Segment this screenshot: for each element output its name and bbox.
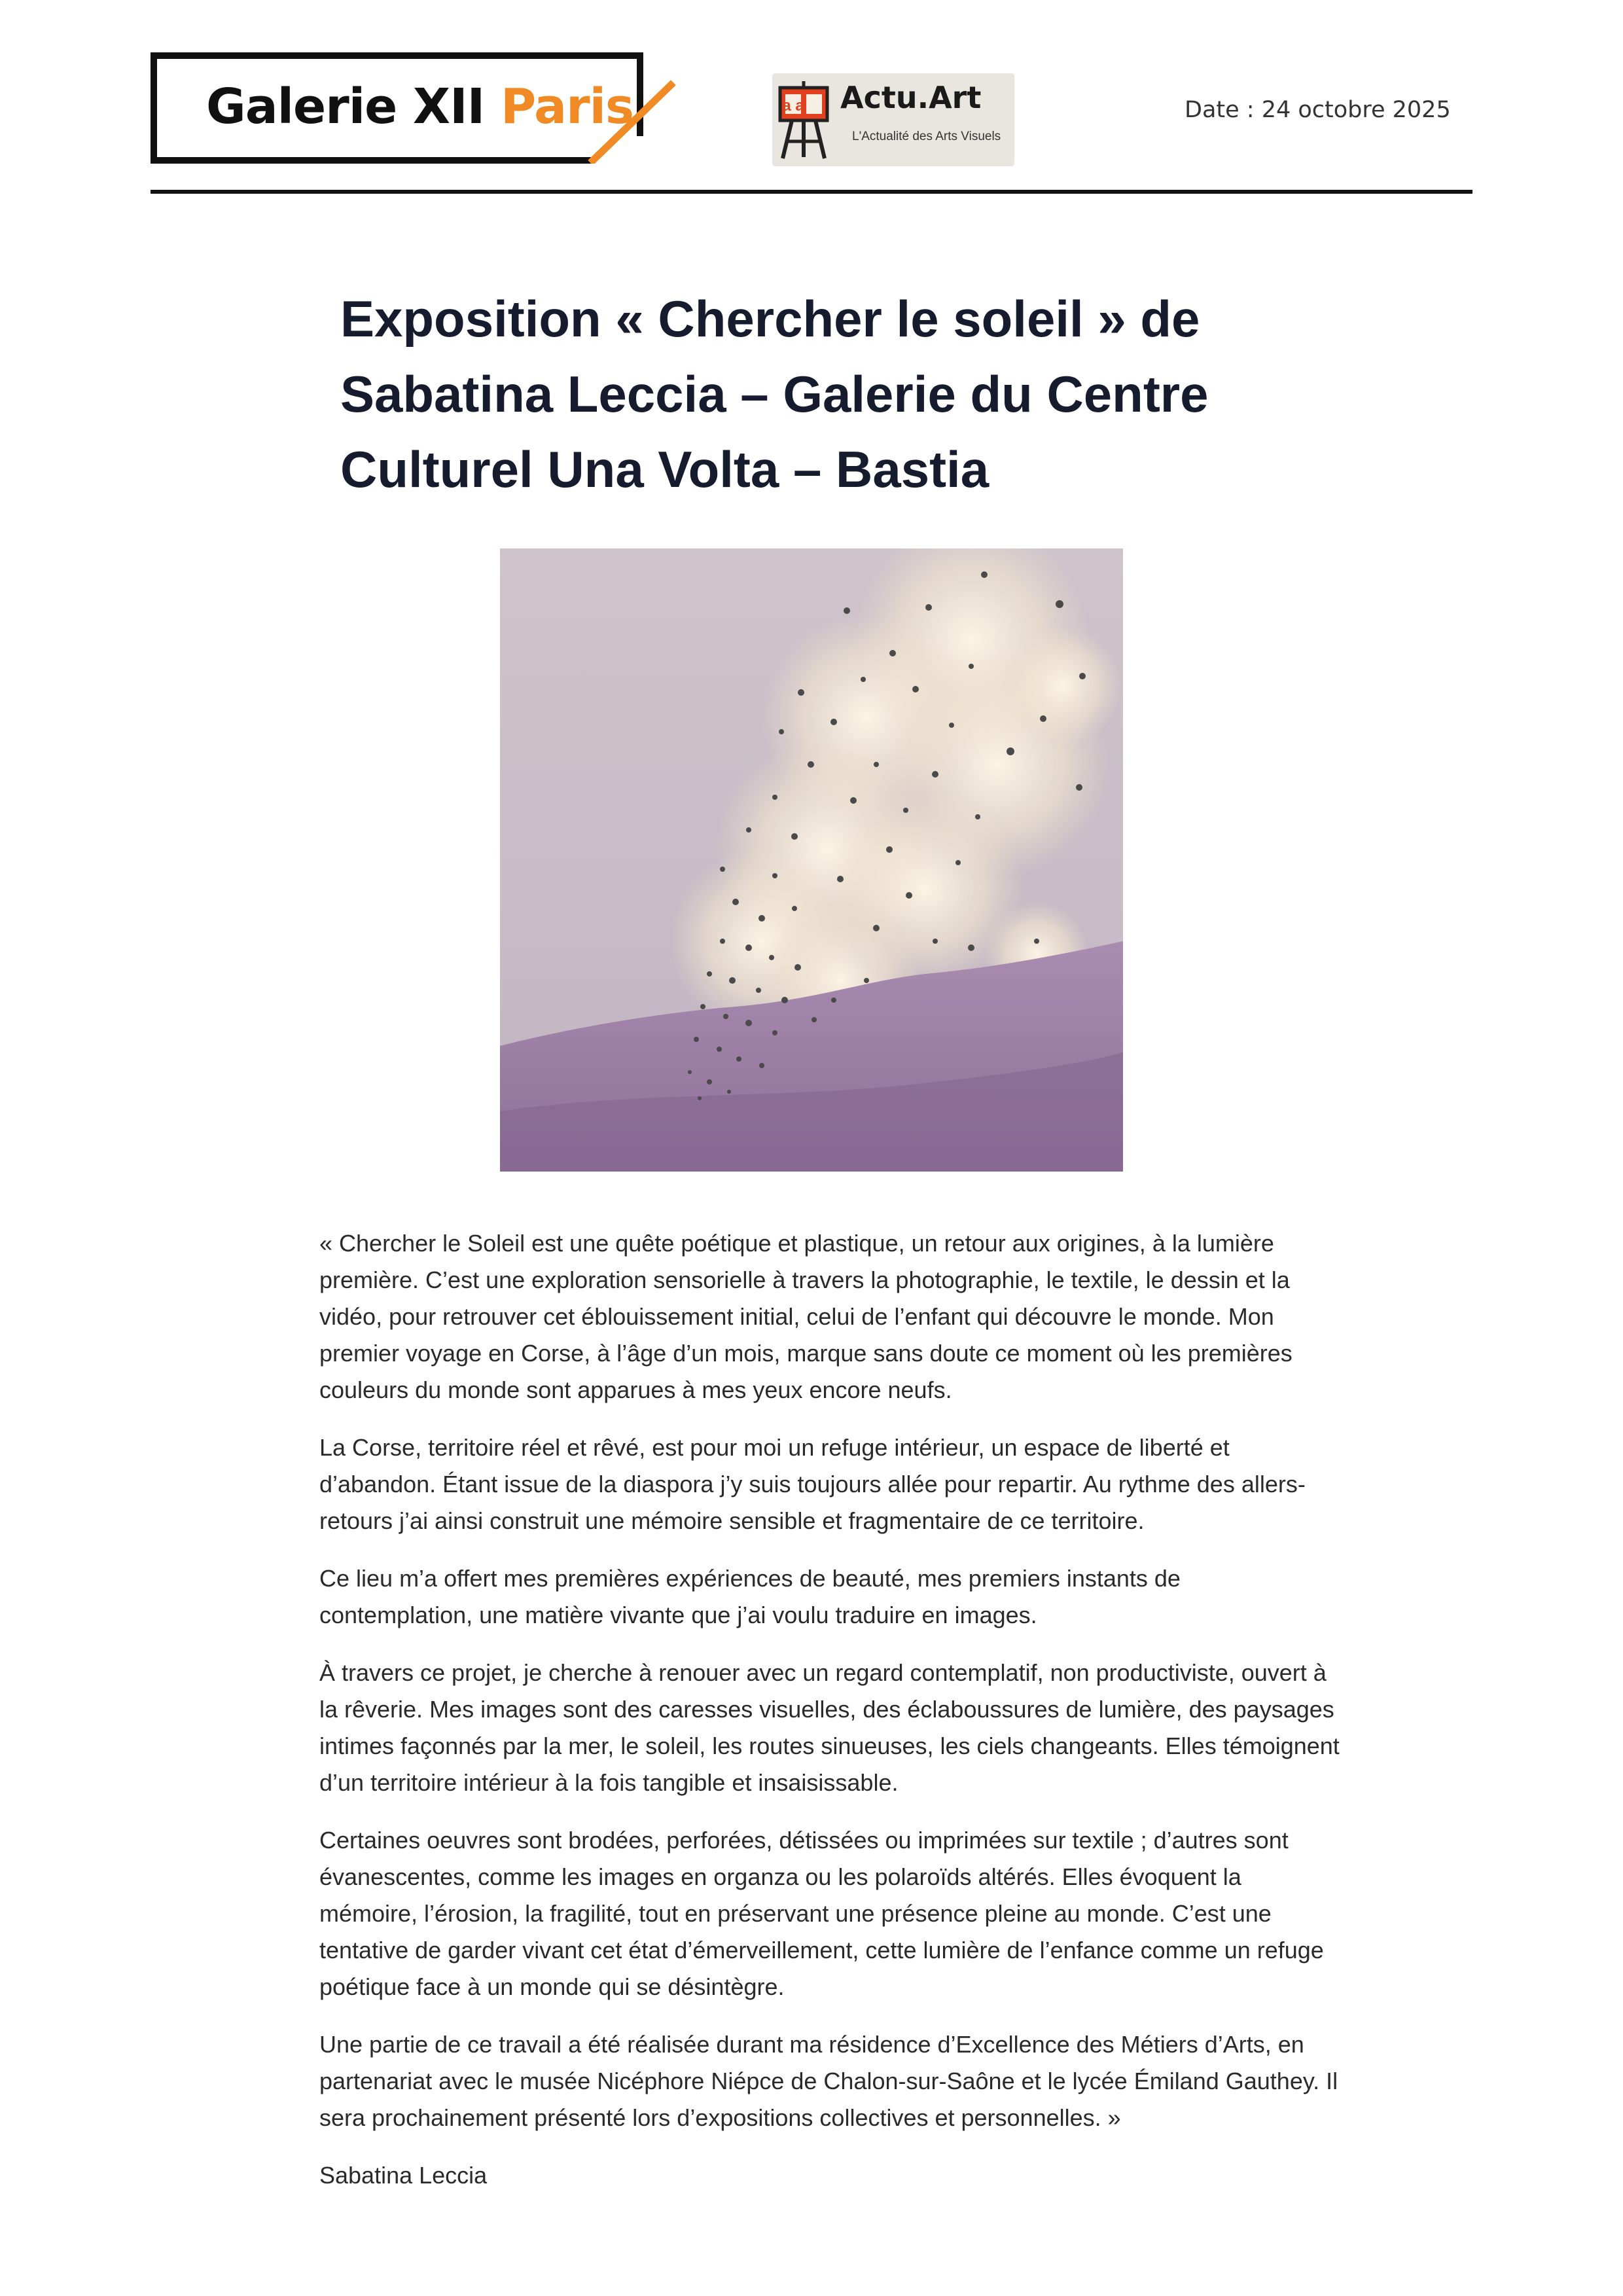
artwork-image — [500, 548, 1123, 1172]
artwork-illustration — [500, 548, 1123, 1172]
header-divider — [151, 190, 1472, 194]
partner-brand: Actu.Art — [840, 80, 982, 115]
publication-date: Date : 24 octobre 2025 — [1185, 97, 1451, 123]
paragraph-4: À travers ce projet, je cherche à renouer avec un regard contemplatif, non productiviste, ouvert à la rêverie. Mes images sont des caresses visuelles, des éclaboussures de lumière, des paysages intimes façonnés par la mer, le soleil, les routes sinueuses, les ciels changeants. Elles témoignent d’un territoire intérieur à la fois tangible et insaisissable. — [319, 1659, 1340, 1796]
gallery-name — [206, 79, 634, 135]
gallery-name-city: Paris — [500, 79, 634, 135]
paragraph-1: « Chercher le Soleil est une quête poétique et plastique, un retour aux origines, à la lumière première. C’est une exploration sensorielle à travers la photographie, le textile, le dessin et la vidéo, pour retrouver cet éblouissement initial, celui de l’enfant qui découvre le monde. Mon premier voyage en Corse, à l’âge d’un mois, marque sans doute ce moment où les premières couleurs du monde sont apparues à mes yeux encore neufs. — [319, 1230, 1293, 1403]
article-body — [319, 1225, 1340, 2215]
paragraph-2: La Corse, territoire réel et rêvé, est pour moi un refuge intérieur, un espace de liberté et d’abandon. Étant issue de la diaspora j’y suis toujours allée pour repartir. Au rythme des allers-retours j’ai ainsi construit une mémoire sensible et fragmentaire de ce territoire. — [319, 1434, 1306, 1534]
easel-letters: a a — [782, 97, 804, 115]
author-signature: Sabatina Leccia — [319, 2162, 488, 2189]
paragraph-3: Ce lieu m’a offert mes premières expériences de beauté, mes premiers instants de contemplation, une matière vivante que j’ai voulu traduire en images. — [319, 1565, 1181, 1628]
gallery-logo — [151, 52, 681, 164]
easel-icon — [777, 79, 830, 161]
gallery-name-main: Galerie XII — [206, 79, 485, 135]
partner-tagline: L'Actualité des Arts Visuels — [852, 130, 1001, 143]
paragraph-6: Une partie de ce travail a été réalisée durant ma résidence d’Excellence des Métiers d’Arts, en partenariat avec le musée Nicéphore Niépce de Chalon-sur-Saône et le lycée Émiland Gauthey. Il sera prochainement présenté lors d’expositions collectives et personnelles. » — [319, 2031, 1338, 2131]
partner-logo — [772, 73, 1014, 166]
article-title: Exposition « Chercher le soleil » de Sabatina Leccia – Galerie du Centre Culturel Una Volta – Bastia — [340, 290, 1209, 498]
paragraph-5: Certaines oeuvres sont brodées, perforées, détissées ou imprimées sur textile ; d’autres sont évanescentes, comme les images en organza ou les polaroïds altérés. Elles évoquent la mémoire, l’érosion, la fragilité, tout en préservant une présence pleine au monde. C’est une tentative de garder vivant cet état d’émerveillement, cette lumière de l’enfance comme un refuge poétique face à un monde qui se désintègre. — [319, 1827, 1324, 2000]
